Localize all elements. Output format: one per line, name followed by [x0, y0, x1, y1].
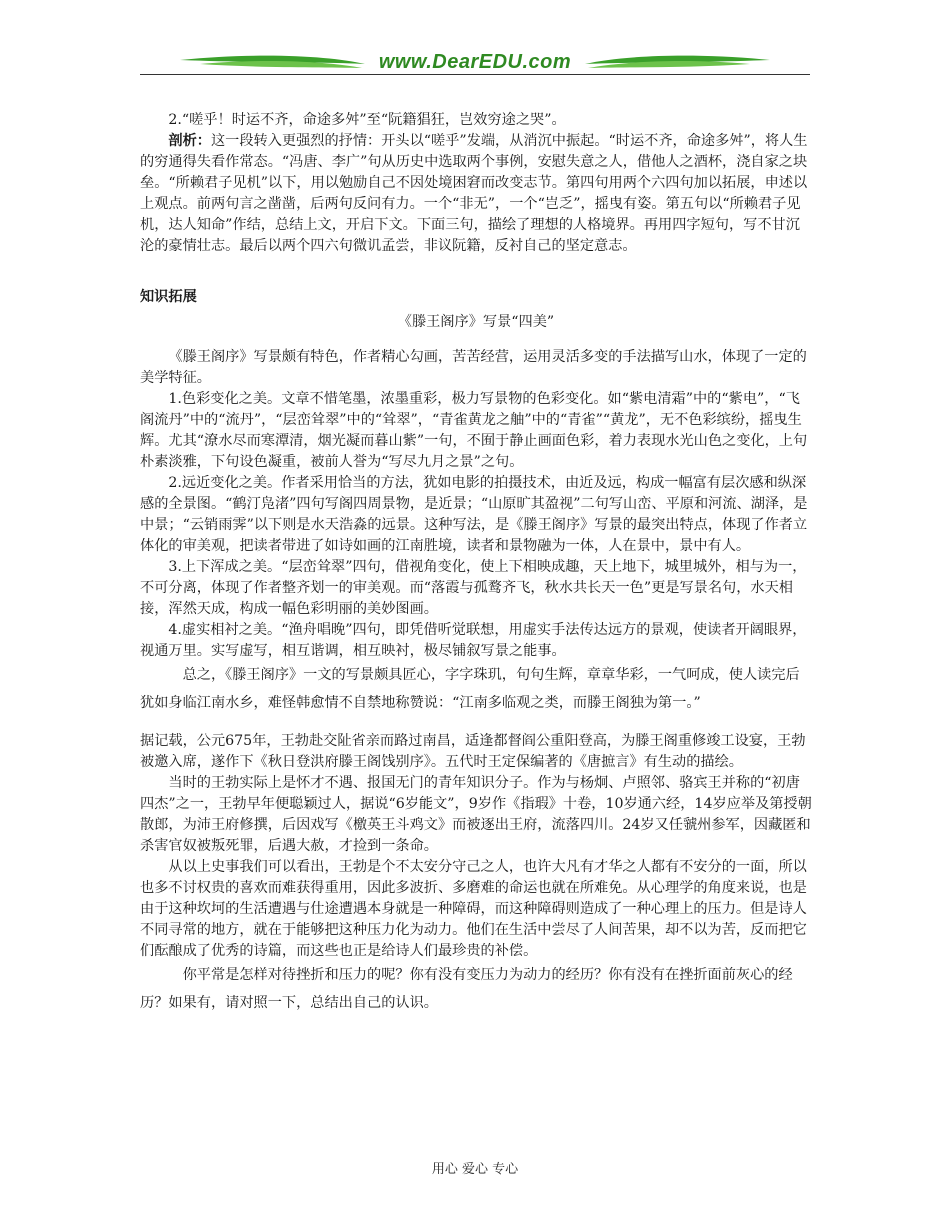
article-intro: 《滕王阁序》写景颇有特色，作者精心勾画，苦苦经营，运用灵活多变的手法描写山水，体现了一定的美学特征。 [140, 349, 807, 386]
header-divider [140, 74, 810, 75]
article-summary: 总之，《滕王阁序》一文的写景颇具匠心，字字珠玑，句句生辉，章章华彩，一气呵成，使人读完后犹如身临江南水乡，难怪韩愈情不自禁地称赞说：“江南多临观之类，而滕王阁独为第一。” [140, 667, 800, 711]
site-logo-text[interactable]: www.DearEDU.com [378, 51, 572, 73]
beauty-point-1: 1.色彩变化之美。文章不惜笔墨，浓墨重彩，极力写景物的色彩变化。如“紫电清霜”中的“紫电”，“飞阁流丹”中的“流丹”，“层峦耸翠”中的“耸翠”，“青雀黄龙之舳”中的“青雀”“黄龙”，无不色彩缤纷，摇曳生辉。尤其“潦水尽而寒潭清，烟光凝而暮山紫”一句，不囿于静止画面色彩，着力表现水光山色之变化，上句朴素淡雅，下句设色凝重，被前人誉为“写尽九月之景”之句。 [140, 391, 808, 470]
article-title: 《滕王阁序》写景“四美” [397, 314, 555, 330]
reflection-question: 你平常是怎样对待挫折和压力的呢？你有没有变压力为动力的经历？你有没有在挫折面前灰心的经历？如果有，请对照一下，总结出自己的认识。 [140, 967, 793, 1011]
analysis-label: 剖析： [168, 133, 211, 149]
analysis-paragraph [140, 131, 812, 257]
beauty-point-4: 4.虚实相衬之美。“渔舟唱晚”四句，即凭借听觉联想，用虚实手法传达远方的景观，使读者开阔眼界，视通万里。实写虚写，相互谐调，相互映衬，极尽铺叙写景之能事。 [140, 622, 807, 659]
quote-title: 2.“嗟乎！时运不齐，命途多舛”至“阮籍猖狂，岂效穷途之哭”。 [168, 112, 566, 128]
beauty-point-3: 3.上下浑成之美。“层峦耸翠”四句，借视角变化，使上下相映成趣，天上地下，城里城外，相与为一，不可分离，体现了作者整齐划一的审美观。而“落霞与孤鹜齐飞，秋水共长天一色”更是写景名句，水天相接，浑然天成，构成一幅色彩明丽的美妙图画。 [140, 559, 807, 617]
analysis-text: 这一段转入更强烈的抒情：开头以“嗟乎”发端，从消沉中振起。“时运不齐，命途多舛”，将人生的穷通得失看作常态。“冯唐、李广”句从历史中选取两个事例，安慰失意之人，借他人之酒杯，浇自家之块垒。“所赖君子见机”以下，用以勉励自己不因处境困窘而改变志节。第四句用两个六四句加以拓展，申述以上观点。前两句言之凿凿，后两句反问有力。一个“非无”，一个“岂乏”，摇曳有姿。第五句以“所赖君子见机，达人知命”作结，总结上文，开启下文。下面三句，描绘了理想的人格境界。再用四字短句，写不甘沉沦的豪情壮志。最后以两个四六句微讥孟尝，非议阮籍，反衬自己的坚定意志。 [140, 133, 808, 254]
background-paragraph-3: 从以上史事我们可以看出，王勃是个不太安分守己之人，也许大凡有才华之人都有不安分的一面，所以也多不讨权贵的喜欢而难获得重用，因此多波折、多磨难的命运也就在所难免。从心理学的角度来说，也是由于这种坎坷的生活遭遇与仕途遭遇本身就是一种障碍，而这种障碍则造成了一种心理上的压力。但是诗人不同寻常的地方，就在于能够把这种压力化为动力。他们在生活中尝尽了人间苦果，却不以为苦，反而把它们酝酿成了优秀的诗篇，而这些也正是给诗人们最珍贵的补偿。 [140, 859, 807, 959]
document-body [140, 110, 812, 1017]
page-footer: 用心 爱心 专心 [431, 1162, 519, 1177]
knowledge-heading: 知识拓展 [140, 289, 197, 305]
background-paragraph-1: 据记载，公元675年，王勃赴交阯省亲而路过南昌，适逢都督阎公重阳登高，为滕王阁重修竣工设宴，王勃被邀入席，遂作下《秋日登洪府滕王阁饯别序》。五代时王定保编著的《唐摭言》有生动的描绘。 [140, 733, 806, 770]
background-paragraph-2: 当时的王勃实际上是怀才不遇、报国无门的青年知识分子。作为与杨炯、卢照邻、骆宾王并称的“初唐四杰”之一，王勃早年便聪颖过人，据说“6岁能文”，9岁作《指瑕》十卷，10岁通六经，14岁应举及第授朝散郎，为沛王府修撰，后因戏写《檄英王斗鸡文》而被逐出王府，流落四川。24岁又任虢州参军，因藏匿和杀害官奴被叛死罪，后遇大赦，才捡到一条命。 [140, 775, 812, 854]
beauty-point-2: 2.远近变化之美。作者采用恰当的方法，犹如电影的拍摄技术，由近及远，构成一幅富有层次感和纵深感的全景图。“鹤汀凫渚”四句写阁四周景物，是近景；“山原旷其盈视”二句写山峦、平原和河流、湖泽，是中景；“云销雨霁”以下则是水天浩淼的远景。这种写法，是《滕王阁序》写景的最突出特点，体现了作者立体化的审美观，把读者带进了如诗如画的江南胜境，读者和景物融为一体，人在景中，景中有人。 [140, 475, 808, 554]
